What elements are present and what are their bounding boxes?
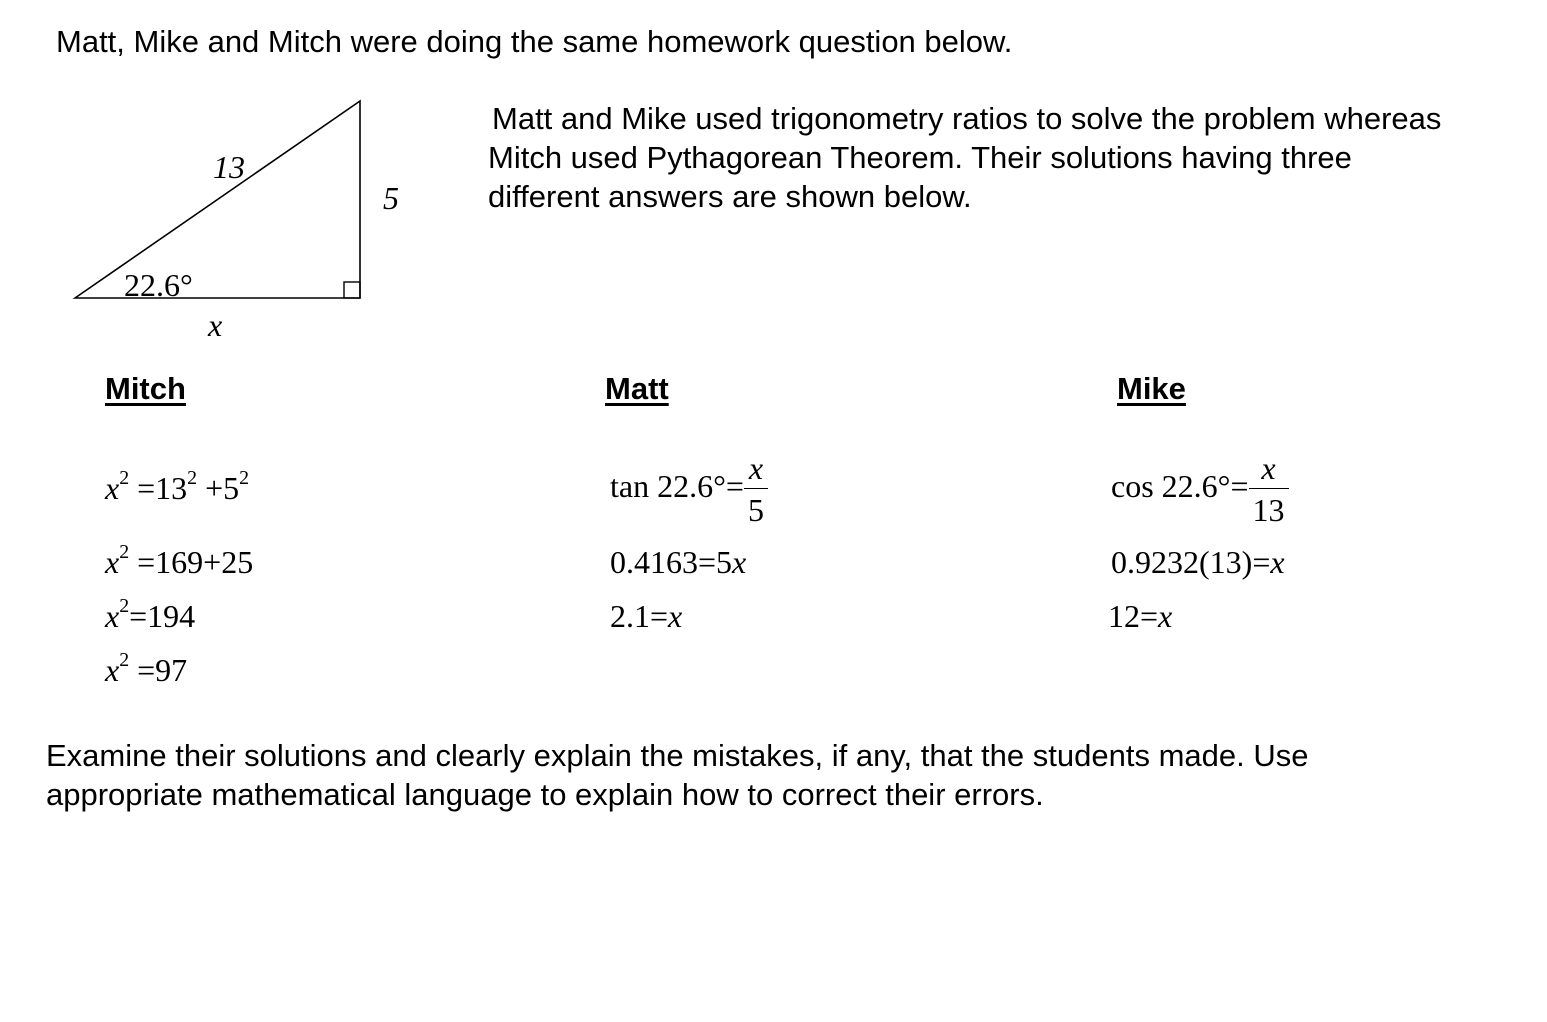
description-line-2: Mitch used Pythagorean Theorem. Their solutions having three: [488, 140, 1352, 175]
hypotenuse-label: 13: [213, 149, 245, 185]
matt-line-3: 2.1=x: [610, 598, 683, 634]
mitch-line-4: $x^2 =97$: [105, 649, 188, 688]
right-angle-marker: [344, 282, 360, 298]
mitch-line-2: $x^2 =169+25$: [105, 541, 254, 580]
description-line-1: Matt and Mike used trigonometry ratios to solve the problem whereas: [492, 101, 1442, 136]
task-line-1: Examine their solutions and clearly explain the mistakes, if any, that the students made. Use: [46, 738, 1309, 773]
mitch-header: Mitch: [105, 371, 186, 406]
mike-line-3: 12=x: [1108, 598, 1173, 634]
mitch-line-1: $x^2 =13^2 +5^2$: [105, 467, 250, 506]
matt-line-1: tan 22.6°= $\frac{x}{5}$: [610, 448, 768, 531]
opposite-label: 5: [383, 180, 399, 216]
triangle-outline: [75, 101, 360, 298]
mike-line-2: 0.9232(13)=x: [1111, 544, 1285, 580]
mitch-line-3: $x^2=194$: [105, 595, 196, 634]
angle-label: 22.6°: [124, 267, 193, 303]
matt-fraction: $\frac{x}{5}$: [744, 448, 768, 531]
description-line-3: different answers are shown below.: [488, 179, 972, 214]
mike-line-1: cos 22.6°= $\frac{x}{13}$: [1111, 448, 1289, 531]
task-line-2: appropriate mathematical language to explain how to correct their errors.: [46, 777, 1044, 812]
intro-text: Matt, Mike and Mitch were doing the same homework question below.: [56, 24, 1013, 59]
adjacent-label: x: [208, 307, 223, 343]
matt-line-2: 0.4163=5x: [610, 544, 747, 580]
mike-header: Mike: [1117, 371, 1186, 406]
matt-header: Matt: [605, 371, 669, 406]
mike-fraction: $\frac{x}{13}$: [1249, 448, 1289, 531]
